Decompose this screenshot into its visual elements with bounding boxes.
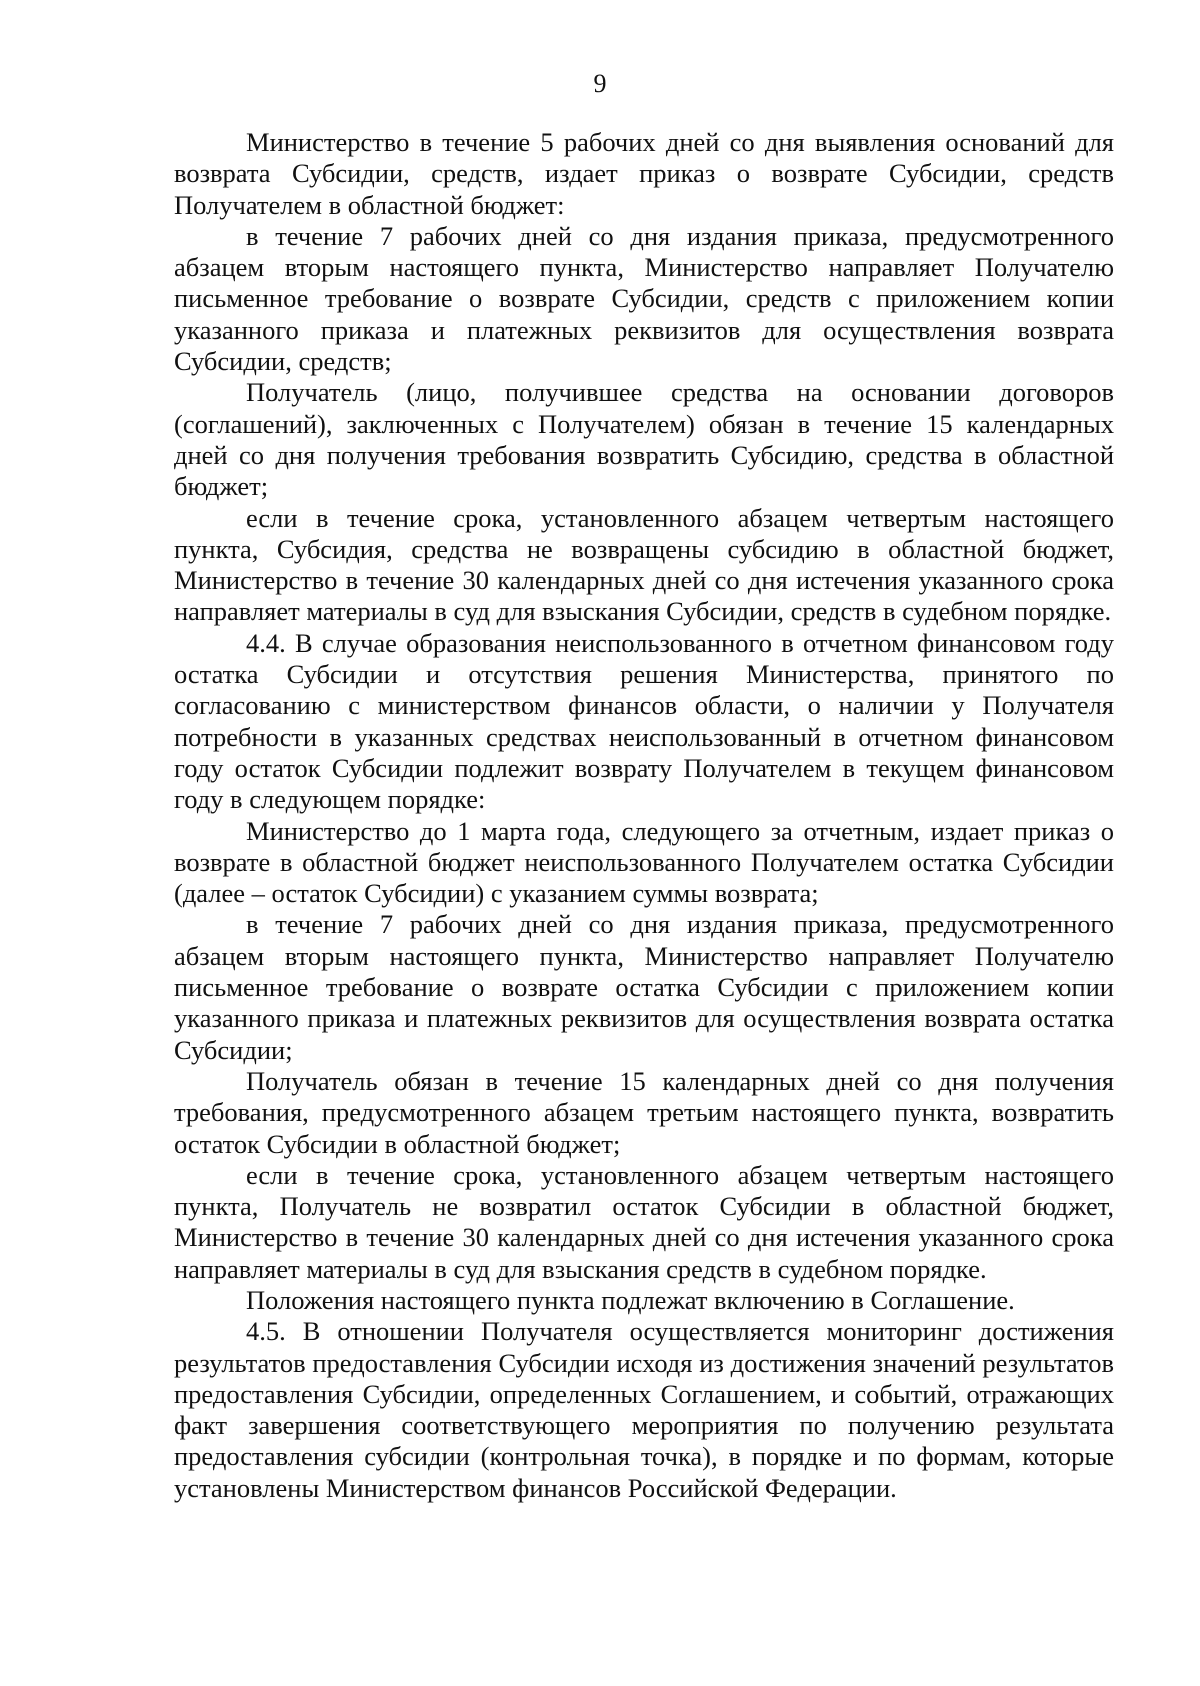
paragraph-remainder-return: Получатель обязан в течение 15 календарных дней со дня получения требования, предусмотренного абзацем третьим настоящего пункта, возвратить остаток Субсидии в областной бюджет; (174, 1065, 1114, 1159)
paragraph-written-demand: в течение 7 рабочих дней со дня издания приказа, предусмотренного абзацем вторым настоящего пункта, Министерство направляет Получателю письменное требование о возврате Субсидии, средств с приложением копии указанного приказа и платежных реквизитов для осуществления возврата Субсидии, средств; (174, 220, 1114, 377)
paragraph-clause-4-4: 4.4. В случае образования неиспользованного в отчетном финансовом году остатка Субсидии и отсутствия решения Министерства, принятого по согласованию с министерством финансов области, о наличии у Получателя потребности в указанных средствах неиспользованный в отчетном финансовом году остаток Субсидии подлежит возврату Получателем в текущем финансовом году в следующем порядке: (174, 627, 1114, 815)
paragraph-agreement-inclusion: Положения настоящего пункта подлежат включению в Соглашение. (246, 1284, 1015, 1315)
page-number: 9 (593, 69, 607, 98)
paragraph-clause-4-5: 4.5. В отношении Получателя осуществляется мониторинг достижения результатов предоставления Субсидии исходя из достижения значений результатов предоставления Субсидии, определенных Соглашением, и событий, отражающих факт завершения соответствующего мероприятия по получению результата предоставления субсидии (контрольная точка), в порядке и по формам, которые установлены Министерством финансов Российской Федерации. (174, 1316, 1114, 1503)
paragraph-remainder-court: если в течение срока, установленного абзацем четвертым настоящего пункта, Получатель не возвратил остаток Субсидии в областной бюджет, Министерство в течение 30 календарных дней со дня истечения указанного срока направляет материалы в суд для взыскания средств в судебном порядке. (174, 1159, 1114, 1284)
paragraph-recipient-obligation: Получатель (лицо, получившее средства на основании договоров (соглашений), заключенных с Получателем) обязан в течение 15 календарных дней со дня получения требования возвратить Субсидию, средства в областной бюджет; (174, 377, 1114, 502)
paragraph-ministry-order: Министерство в течение 5 рабочих дней со дня выявления оснований для возврата Субсидии, средств, издает приказ о возврате Субсидии, средств Получателем в областной бюджет: (174, 127, 1114, 220)
paragraph-court-recovery: если в течение срока, установленного абзацем четвертым настоящего пункта, Субсидия, средства не возвращены субсидию в областной бюджет, Министерство в течение 30 календарных дней со дня истечения указанного срока направляет материалы в суд для взыскания Субсидии, средств в судебном порядке. (174, 502, 1114, 627)
paragraph-march-order: Министерство до 1 марта года, следующего за отчетным, издает приказ о возврате в областной бюджет неиспользованного Получателем остатка Субсидии (далее – остаток Субсидии) с указанием суммы возврата; (174, 815, 1114, 909)
document-body (174, 127, 1114, 1504)
paragraph-remainder-demand: в течение 7 рабочих дней со дня издания приказа, предусмотренного абзацем вторым настоящего пункта, Министерство направляет Получателю письменное требование о возврате остатка Субсидии с приложением копии указанного приказа и платежных реквизитов для осуществления возврата остатка Субсидии; (174, 909, 1114, 1065)
